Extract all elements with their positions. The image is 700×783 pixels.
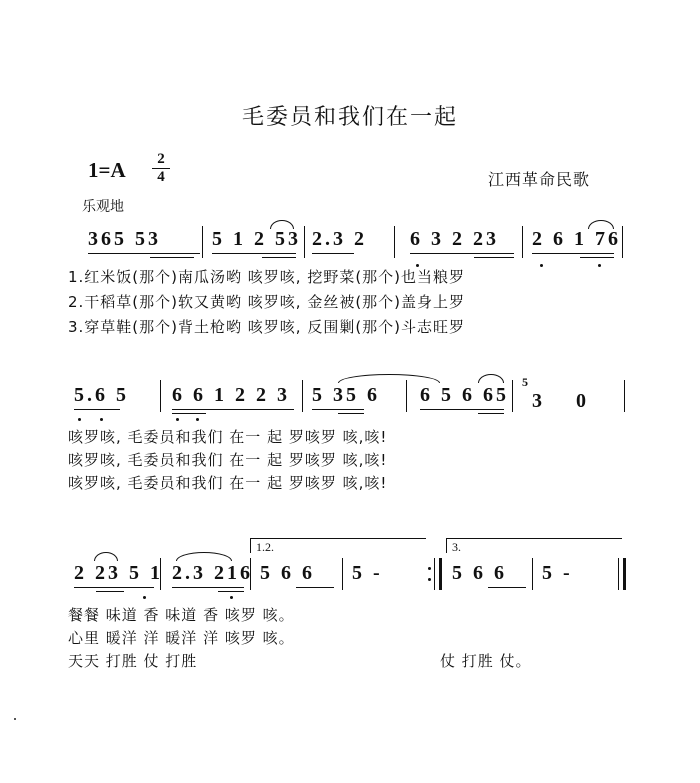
beam bbox=[488, 587, 526, 588]
beam bbox=[218, 591, 244, 592]
measure-9: 6 5 6 65 bbox=[420, 384, 509, 406]
volta-label-1: 1.2. bbox=[256, 540, 274, 554]
time-signature bbox=[150, 152, 172, 185]
slur bbox=[94, 552, 118, 561]
low-octave-dot bbox=[230, 596, 233, 599]
lyric-line3-ending: 仗 打胜 仗。 bbox=[440, 652, 532, 670]
low-octave-dot bbox=[598, 264, 601, 267]
barline bbox=[304, 226, 305, 258]
lyric-line1-verse2: 2.干稻草(那个)软又黄哟 咳罗咳, 金丝被(那个)盖身上罗 bbox=[68, 293, 466, 311]
barline bbox=[202, 226, 203, 258]
volta-label-2: 3. bbox=[452, 540, 461, 554]
measure-10-note: 3 bbox=[532, 390, 545, 412]
meter-bottom: 4 bbox=[157, 169, 165, 185]
barline bbox=[342, 558, 343, 590]
meter-change: 5 bbox=[522, 375, 528, 389]
beam bbox=[410, 253, 514, 254]
beam bbox=[312, 409, 364, 410]
volta-bracket-1 bbox=[250, 538, 426, 553]
beam bbox=[262, 257, 296, 258]
beam bbox=[580, 257, 614, 258]
lyric-line1-verse3: 3.穿草鞋(那个)背土枪哟 咳罗咳, 反围剿(那个)斗志旺罗 bbox=[68, 318, 466, 336]
lyric-line2-verse1: 咳罗咳, 毛委员和我们 在一 起 罗咳罗 咳,咳! bbox=[68, 428, 388, 446]
beam bbox=[474, 257, 514, 258]
slur bbox=[270, 220, 294, 229]
measure-16: 5 - bbox=[542, 562, 573, 584]
low-octave-dot bbox=[196, 418, 199, 421]
beam bbox=[74, 587, 154, 588]
lyric-line3-verse1: 餐餐 味道 香 味道 香 咳罗 咳。 bbox=[68, 606, 295, 624]
beam bbox=[172, 587, 244, 588]
beam bbox=[172, 409, 294, 410]
low-octave-dot bbox=[176, 418, 179, 421]
beam bbox=[74, 409, 120, 410]
measure-4: 6 3 2 23 bbox=[410, 228, 499, 250]
measure-13: 5 6 6 bbox=[260, 562, 315, 584]
lyric-line2-verse2: 咳罗咳, 毛委员和我们 在一 起 罗咳罗 咳,咳! bbox=[68, 451, 388, 469]
measure-11: 2 23 5 1 bbox=[74, 562, 163, 584]
barline bbox=[394, 226, 395, 258]
measure-7: 6 6 1 2 2 3 bbox=[172, 384, 290, 406]
repeat-dot bbox=[428, 578, 431, 581]
repeat-barline bbox=[439, 558, 442, 590]
beam bbox=[420, 409, 504, 410]
measure-5: 2 6 1 76 bbox=[532, 228, 621, 250]
beam bbox=[172, 413, 206, 414]
repeat-dot bbox=[428, 567, 431, 570]
measure-15: 5 6 6 bbox=[452, 562, 507, 584]
measure-2: 5 1 2 53 bbox=[212, 228, 301, 250]
measure-8: 5 35 6 bbox=[312, 384, 380, 406]
beam bbox=[96, 591, 124, 592]
beam bbox=[338, 413, 364, 414]
measure-12: 2.3 216 bbox=[172, 562, 253, 584]
low-octave-dot bbox=[143, 596, 146, 599]
beam bbox=[312, 253, 354, 254]
slur bbox=[588, 220, 614, 229]
low-octave-dot bbox=[78, 418, 81, 421]
barline bbox=[532, 558, 533, 590]
measure-14: 5 - bbox=[352, 562, 383, 584]
barline bbox=[618, 558, 619, 590]
barline bbox=[522, 226, 523, 258]
low-octave-dot bbox=[540, 264, 543, 267]
song-source: 江西革命民歌 bbox=[488, 170, 591, 189]
barline bbox=[250, 558, 251, 590]
lyric-line3-verse3: 天天 打胜 仗 打胜 bbox=[68, 652, 198, 670]
final-barline bbox=[623, 558, 626, 590]
measure-6: 5.6 5 bbox=[74, 384, 129, 406]
beam bbox=[150, 257, 194, 258]
beam bbox=[88, 253, 200, 254]
tie bbox=[338, 374, 440, 383]
measure-1: 365 53 bbox=[88, 228, 161, 250]
barline bbox=[302, 380, 303, 412]
song-title: 毛委员和我们在一起 bbox=[241, 105, 458, 130]
measure-3: 2.3 2 bbox=[312, 228, 367, 250]
lyric-line3-verse2: 心里 暖洋 洋 暖洋 洋 咳罗 咳。 bbox=[68, 629, 295, 647]
barline bbox=[622, 226, 623, 258]
key-signature: 1=A bbox=[88, 158, 126, 182]
volta-bracket-2 bbox=[446, 538, 622, 553]
barline bbox=[406, 380, 407, 412]
barline bbox=[160, 380, 161, 412]
beam bbox=[478, 413, 504, 414]
beam bbox=[296, 587, 334, 588]
barline bbox=[512, 380, 513, 412]
barline bbox=[160, 558, 161, 590]
tempo-marking: 乐观地 bbox=[82, 199, 124, 215]
lyric-line1-verse1: 1.红米饭(那个)南瓜汤哟 咳罗咳, 挖野菜(那个)也当粮罗 bbox=[68, 268, 466, 286]
measure-10-rest: 0 bbox=[576, 390, 589, 412]
slur bbox=[176, 552, 232, 561]
lyric-line2-verse3: 咳罗咳, 毛委员和我们 在一 起 罗咳罗 咳,咳! bbox=[68, 474, 388, 492]
beam bbox=[532, 253, 614, 254]
scan-speck bbox=[14, 718, 16, 720]
slur bbox=[478, 374, 504, 383]
low-octave-dot bbox=[100, 418, 103, 421]
beam bbox=[212, 253, 296, 254]
meter-top: 2 bbox=[157, 151, 165, 167]
barline bbox=[434, 558, 435, 590]
barline bbox=[624, 380, 625, 412]
